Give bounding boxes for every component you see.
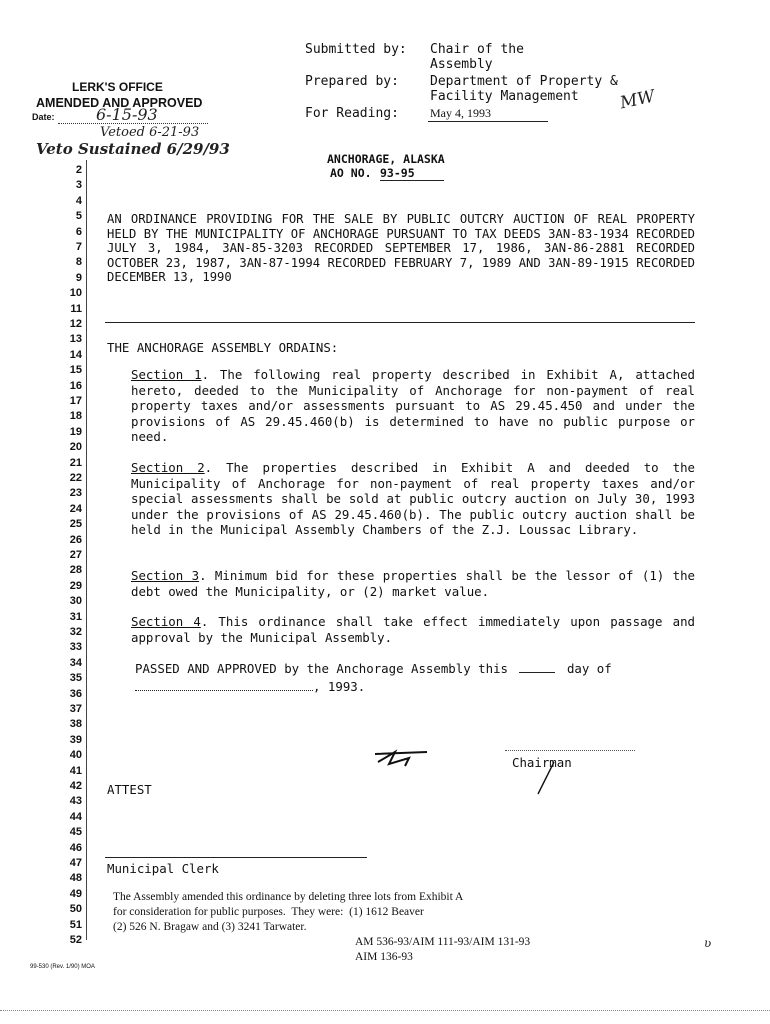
- line-number: 24: [69, 502, 82, 515]
- ordains-heading: THE ANCHORAGE ASSEMBLY ORDAINS:: [107, 340, 339, 355]
- submitted-by-value-2: Assembly: [430, 57, 493, 72]
- chairman-signature-scribble: [375, 748, 435, 770]
- line-number: 32: [69, 626, 82, 638]
- line-number: 33: [69, 641, 82, 654]
- line-number: 38: [69, 718, 82, 731]
- for-reading-label: For Reading:: [305, 106, 399, 121]
- chairman-signature-line: [505, 750, 635, 751]
- line-number: 12: [69, 318, 82, 330]
- line-number: 44: [69, 810, 82, 823]
- line-number: 5: [75, 210, 82, 223]
- line-number: 4: [75, 194, 82, 207]
- line-number: 20: [69, 441, 82, 454]
- form-number: 99-530 (Rev. 1/90) MOA: [30, 964, 95, 970]
- stamp-office: LERK'S OFFICE: [72, 80, 163, 94]
- line-number: 51: [69, 918, 82, 931]
- amendment-handwritten-mark: ʋ: [704, 936, 712, 950]
- line-number: 17: [69, 395, 82, 407]
- line-number: 18: [69, 410, 82, 423]
- margin-rule: [86, 160, 87, 940]
- amendment-ref-2: AIM 136-93: [355, 951, 413, 963]
- line-number: 50: [69, 903, 82, 916]
- line-number: 9: [75, 271, 82, 284]
- line-number: 23: [69, 487, 82, 500]
- ao-number: 93-95: [380, 166, 444, 181]
- vetoed-annotation: Vetoed 6-21-93: [100, 125, 200, 140]
- amendment-ref-1: [355, 936, 530, 949]
- day-blank: [519, 672, 555, 673]
- amendment-ref-1a: AM 536-93/AIM 111-93: [355, 936, 470, 948]
- stamp-status: AMENDED AND APPROVED: [36, 96, 203, 110]
- year-text: , 1993.: [313, 679, 366, 694]
- chairman-label: Chairman: [512, 755, 572, 770]
- line-number: 16: [69, 379, 82, 392]
- clerk-signature-line: [105, 857, 367, 858]
- ao-number-label: AO NO.: [330, 166, 372, 180]
- section-3: [131, 568, 695, 599]
- section-3-text: . Minimum bid for these properties shall be the lessor of (1) the debt owed the Municipality, or (2) market value.: [131, 568, 695, 599]
- title-divider: [105, 322, 695, 323]
- line-number: 46: [69, 841, 82, 854]
- section-2-label: Section 2: [131, 460, 205, 475]
- line-number: 2: [75, 164, 82, 176]
- line-number: 13: [69, 333, 82, 346]
- section-1-text: . The following real property described in Exhibit A, attached hereto, deeded to the Municipality of Anchorage for non-payment of real property taxes and/or assessments pursuant to AS 29.45.450 and under the provisions of AS 29.45.460(b) is determined to have no public purpose or need.: [131, 367, 695, 444]
- section-2-text: . The properties described in Exhibit A and deeded to the Municipality of Anchorage for non-payment of real property taxes and/or special assessments shall be sold at public outcry auction on July 30, 1993 under the provisions of AS 29.45.460(b). The public outcry auction shall be held in the Municipal Assembly Chambers of the Z.J. Loussac Library.: [131, 460, 695, 537]
- line-number: 11: [70, 302, 82, 315]
- prepared-by-value-2: Facility Management: [430, 89, 579, 104]
- line-number: 45: [69, 826, 82, 839]
- line-number: 19: [69, 425, 82, 438]
- line-number: 6: [75, 225, 82, 238]
- attest-label: ATTEST: [107, 782, 152, 797]
- veto-sustained-annotation: Veto Sustained 6/29/93: [36, 140, 230, 158]
- location-heading: ANCHORAGE, ALASKA: [327, 152, 445, 166]
- line-number: 3: [75, 179, 82, 192]
- section-4-text: . This ordinance shall take effect immediately upon passage and approval by the Municipal Assembly.: [131, 614, 695, 645]
- stamp-date-label: Date:: [32, 112, 55, 122]
- amendment-note-line-3: (2) 526 N. Bragaw and (3) 3241 Tarwater.: [113, 921, 307, 933]
- amendment-note-line-2: for consideration for public purposes. They were: (1) 1612 Beaver: [113, 906, 424, 918]
- line-number: 10: [69, 287, 82, 300]
- line-number: 14: [69, 348, 82, 361]
- clerk-label: Municipal Clerk: [107, 861, 219, 876]
- line-number: 42: [69, 780, 82, 792]
- line-number: 26: [69, 533, 82, 546]
- line-number: 52: [69, 934, 82, 946]
- submitted-by-label: Submitted by:: [305, 42, 407, 57]
- line-number: 25: [69, 518, 82, 531]
- section-4-label: Section 4: [131, 614, 201, 629]
- line-number: 43: [69, 795, 82, 808]
- amendment-note-line-1: The Assembly amended this ordinance by deleting three lots from Exhibit A: [113, 891, 464, 903]
- line-number: 22: [69, 472, 82, 484]
- line-number: 34: [69, 656, 82, 669]
- line-number: 28: [69, 564, 82, 577]
- passed-text: PASSED AND APPROVED by the Anchorage Assembly this: [135, 661, 508, 676]
- section-4: [131, 614, 695, 645]
- section-1: [131, 367, 695, 445]
- line-number: 48: [69, 872, 82, 885]
- passed-line-2: [135, 679, 365, 694]
- amendment-ref-1b: /AIM 131-93: [469, 936, 531, 948]
- line-number: 47: [69, 857, 82, 869]
- line-number: 37: [69, 703, 82, 715]
- day-of-text: day of: [566, 661, 612, 676]
- section-3-label: Section 3: [131, 568, 200, 583]
- line-number: 40: [69, 749, 82, 762]
- scan-edge: [0, 1010, 770, 1011]
- submitted-by-value: Chair of the: [430, 42, 524, 57]
- for-reading-date: May 4, 1993: [428, 106, 548, 122]
- chairman-slash-mark: [534, 760, 558, 796]
- prepared-by-label: Prepared by:: [305, 74, 399, 89]
- line-number: 29: [69, 579, 82, 592]
- line-number: 49: [69, 887, 82, 900]
- line-number: 7: [75, 241, 82, 253]
- line-number: 39: [69, 733, 82, 746]
- line-number: 31: [69, 610, 82, 623]
- line-number: 36: [69, 687, 82, 700]
- line-number: 30: [69, 595, 82, 608]
- section-1-label: Section 1: [131, 367, 202, 382]
- passed-line: [135, 661, 612, 676]
- handwritten-initials: MW: [618, 86, 657, 114]
- ordinance-title: AN ORDINANCE PROVIDING FOR THE SALE BY PUBLIC OUTCRY AUCTION OF REAL PROPERTY HELD BY THE MUNICIPALITY OF ANCHORAGE PURSUANT TO TAX DEEDS 3AN-83-1934 RECORDED JULY 3, 1984, 3AN-85-3203 RECORDED SEPTEMBER 17, 1986, 3AN-86-2881 RECORDED OCTOBER 23, 1987, 3AN-87-1994 RECORDED FEBRUARY 7, 1989 AND 3AN-89-1915 RECORDED DECEMBER 13, 1990: [107, 212, 695, 285]
- section-2: [131, 460, 695, 538]
- line-number: 41: [69, 764, 82, 777]
- stamp-date-handwritten: 6-15-93: [96, 105, 158, 124]
- prepared-by-value: Department of Property &: [430, 74, 618, 89]
- line-number: 15: [69, 364, 82, 377]
- line-number: 21: [69, 456, 82, 469]
- line-number: 27: [69, 549, 82, 561]
- month-blank: [135, 690, 313, 691]
- line-number: 8: [75, 256, 82, 269]
- line-number: 35: [69, 672, 82, 685]
